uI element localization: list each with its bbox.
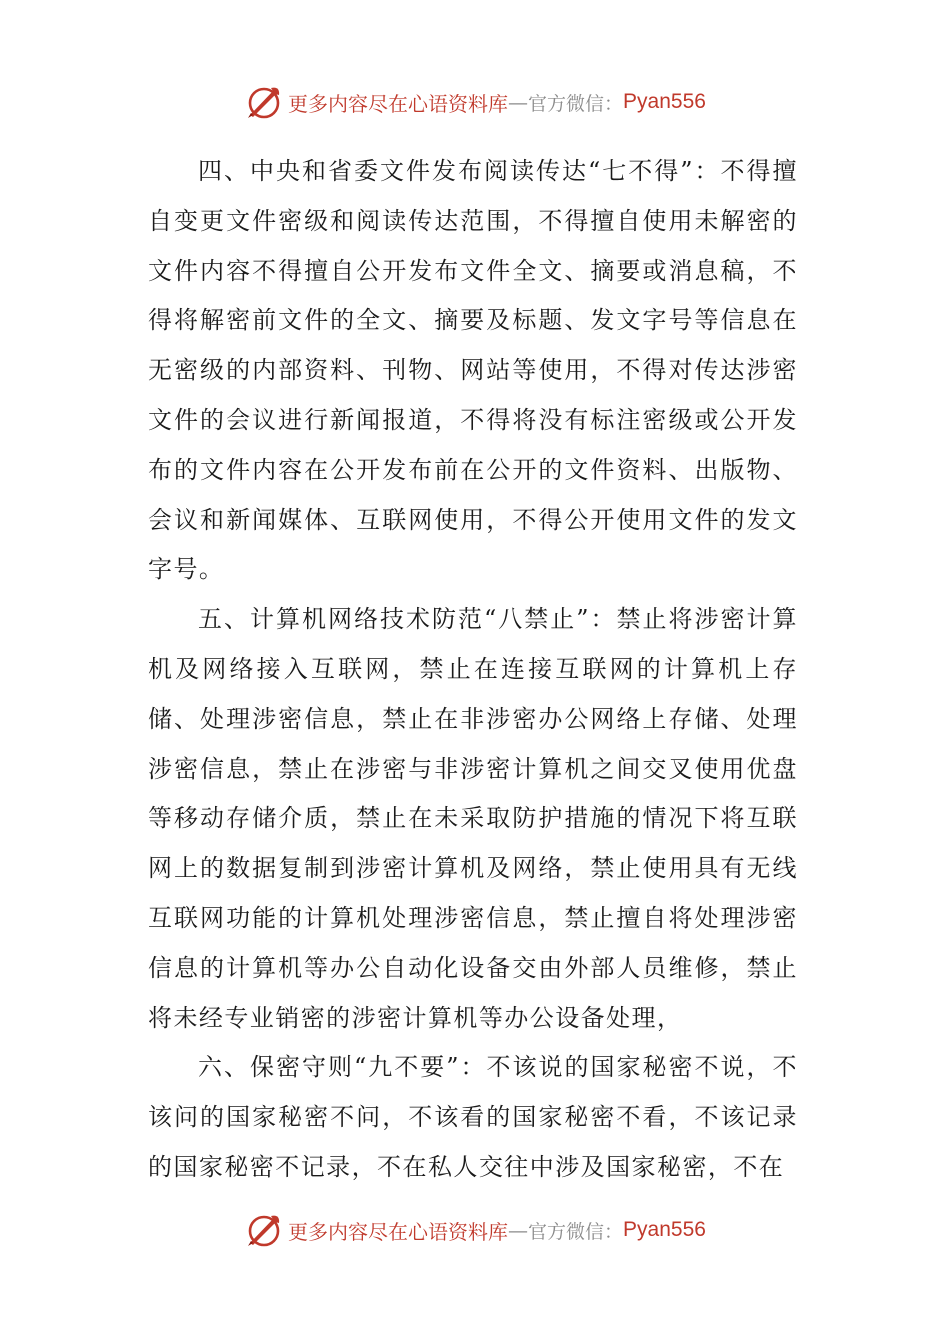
paragraph-four: 四、中央和省委文件发布阅读传达“七不得”：不得擅自变更文件密级和阅读传达范围，不得擅自使用未解密的文件内容不得擅自公开发布文件全文、摘要或消息稿，不得将解密前文件的全文、摘要及标题、发文字号等信息在无密级的内部资料、刊物、网站等使用，不得对传达涉密文件的会议进行新闻报道，不得将没有标注密级或公开发布的文件内容在公开发布前在公开的文件资料、出版物、会议和新闻媒体、互联网使用，不得公开使用文件的发文字号。 bbox=[148, 157, 798, 584]
paragraph-five: 五、计算机网络技术防范“八禁止”：禁止将涉密计算机及网络接入互联网，禁止在连接互联网的计算机上存储、处理涉密信息，禁止在非涉密办公网络上存储、处理涉密信息，禁止在涉密与非涉密计算机之间交叉使用优盘等移动存储介质，禁止在未采取防护措施的情况下将互联网上的数据复制到涉密计算机及网络，禁止使用具有无线互联网功能的计算机处理涉密信息，禁止擅自将处理涉密信息的计算机等办公自动化设备交由外部人员维修，禁止将未经专业销密的涉密计算机等办公设备处理， bbox=[148, 605, 798, 1032]
banner-wechat-id: Pyan556 bbox=[623, 90, 706, 113]
paragraph-six: 六、保密守则“九不要”：不该说的国家秘密不说，不该问的国家秘密不问，不该看的国家秘密不看，不该记录的国家秘密不记录，不在私人交往中涉及国家秘密，不在 bbox=[148, 1053, 798, 1181]
footer-banner-text bbox=[288, 1216, 706, 1245]
header-banner bbox=[0, 80, 950, 124]
footer-banner-wechat-id: Pyan556 bbox=[623, 1218, 706, 1241]
banner-text bbox=[288, 88, 706, 117]
banner-wechat-label: 官方微信： bbox=[528, 92, 624, 115]
footer-banner-separator: — bbox=[508, 1218, 529, 1242]
quill-pen-logo-icon bbox=[244, 1210, 284, 1250]
footer-banner-wechat-label: 官方微信： bbox=[528, 1220, 624, 1243]
footer-banner bbox=[0, 1208, 950, 1252]
footer-banner-main-text: 更多内容尽在心语资料库 bbox=[288, 1219, 509, 1244]
banner-separator: — bbox=[508, 90, 529, 114]
document-body bbox=[148, 147, 798, 1193]
quill-pen-logo-icon bbox=[244, 82, 284, 122]
banner-main-text: 更多内容尽在心语资料库 bbox=[288, 91, 509, 116]
